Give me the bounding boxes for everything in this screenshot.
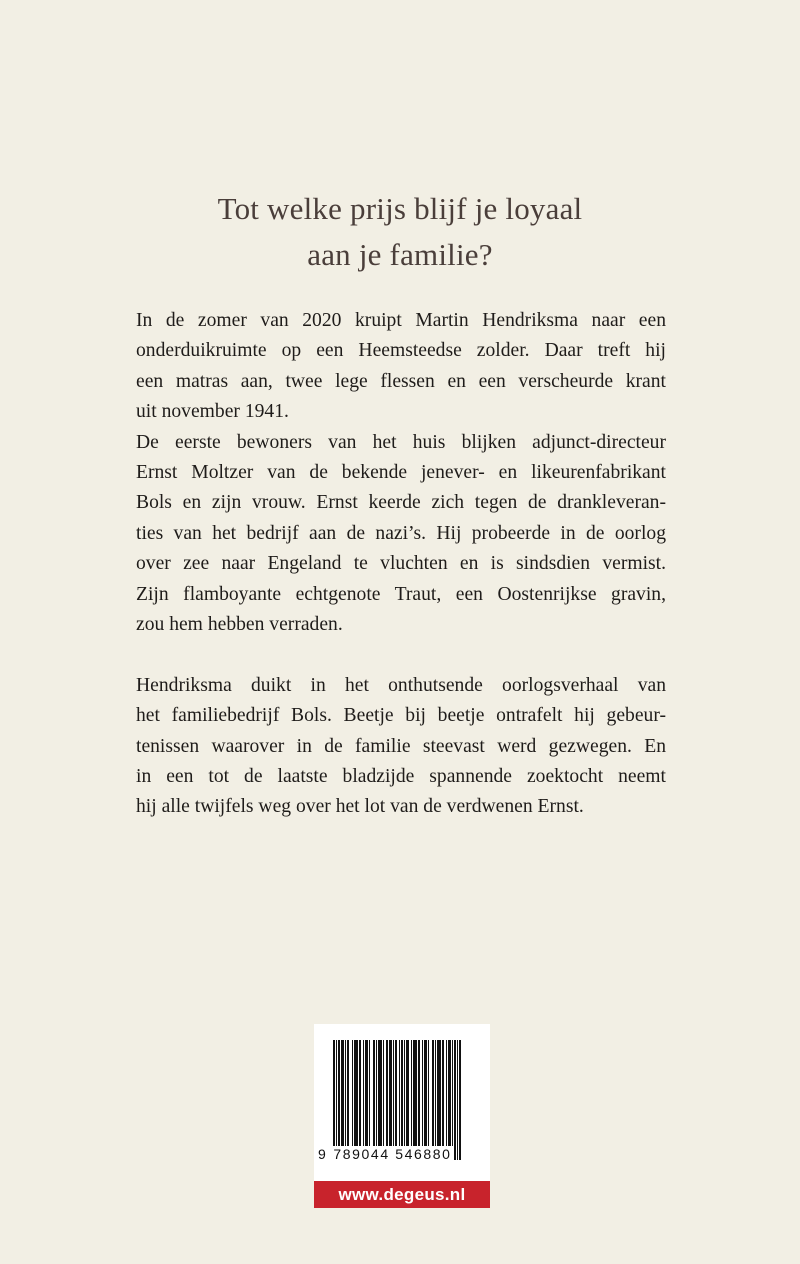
blurb-line: ties van het bedrijf aan de nazi’s. Hij probeerde in de oorlog — [136, 522, 666, 544]
paragraph-gap — [136, 640, 666, 670]
blurb-line: In de zomer van 2020 kruipt Martin Hendriksma naar een — [136, 310, 666, 331]
barcode-bars — [333, 1040, 481, 1160]
blurb-line: Bols en zijn vrouw. Ernst keerde zich tegen de drankleveran- — [136, 492, 666, 514]
blurb-line: onderduikruimte op een Heemsteedse zolder. Daar treft hij — [136, 340, 666, 362]
blurb-line: zou hem hebben verraden. — [136, 614, 343, 636]
isbn-number — [318, 1146, 452, 1162]
tagline-line-2: aan je familie? — [307, 237, 493, 272]
blurb-text — [136, 306, 666, 823]
isbn-first-digit: 9 — [318, 1146, 328, 1162]
publisher-url: www.degeus.nl — [314, 1181, 490, 1208]
blurb-line: het familiebedrijf Bols. Beetje bij beetje ontrafelt hij gebeur- — [136, 705, 666, 727]
blurb-line: tenissen waarover in de familie steevast werd gezwegen. En — [136, 735, 666, 757]
blurb-paragraph-1 — [136, 306, 666, 640]
blurb-line: over zee naar Engeland te vluchten en is sindsdien vermist. — [136, 553, 666, 575]
blurb-line: in een tot de laatste bladzijde spannende zoektocht neemt — [136, 766, 666, 788]
blurb-paragraph-2 — [136, 671, 666, 823]
tagline-line-1: Tot welke prijs blijf je loyaal — [217, 191, 583, 226]
isbn-barcode — [314, 1024, 490, 1182]
blurb-line: Ernst Moltzer van de bekende jenever- en likeurenfabrikant — [136, 462, 666, 484]
blurb-line: hij alle twijfels weg over het lot van de verdwenen Ernst. — [136, 796, 584, 818]
blurb-line: De eerste bewoners van het huis blijken adjunct-directeur — [136, 431, 666, 453]
blurb-line: Hendriksma duikt in het onthutsende oorlogsverhaal van — [136, 674, 666, 696]
blurb-line: uit november 1941. — [136, 401, 289, 423]
blurb-line: Zijn flamboyante echtgenote Traut, een Oostenrijkse gravin, — [136, 583, 666, 605]
isbn-digits: 789044 546880 — [333, 1146, 452, 1162]
tagline — [0, 186, 800, 278]
blurb-line: een matras aan, twee lege flessen en een verscheurde krant — [136, 370, 666, 392]
